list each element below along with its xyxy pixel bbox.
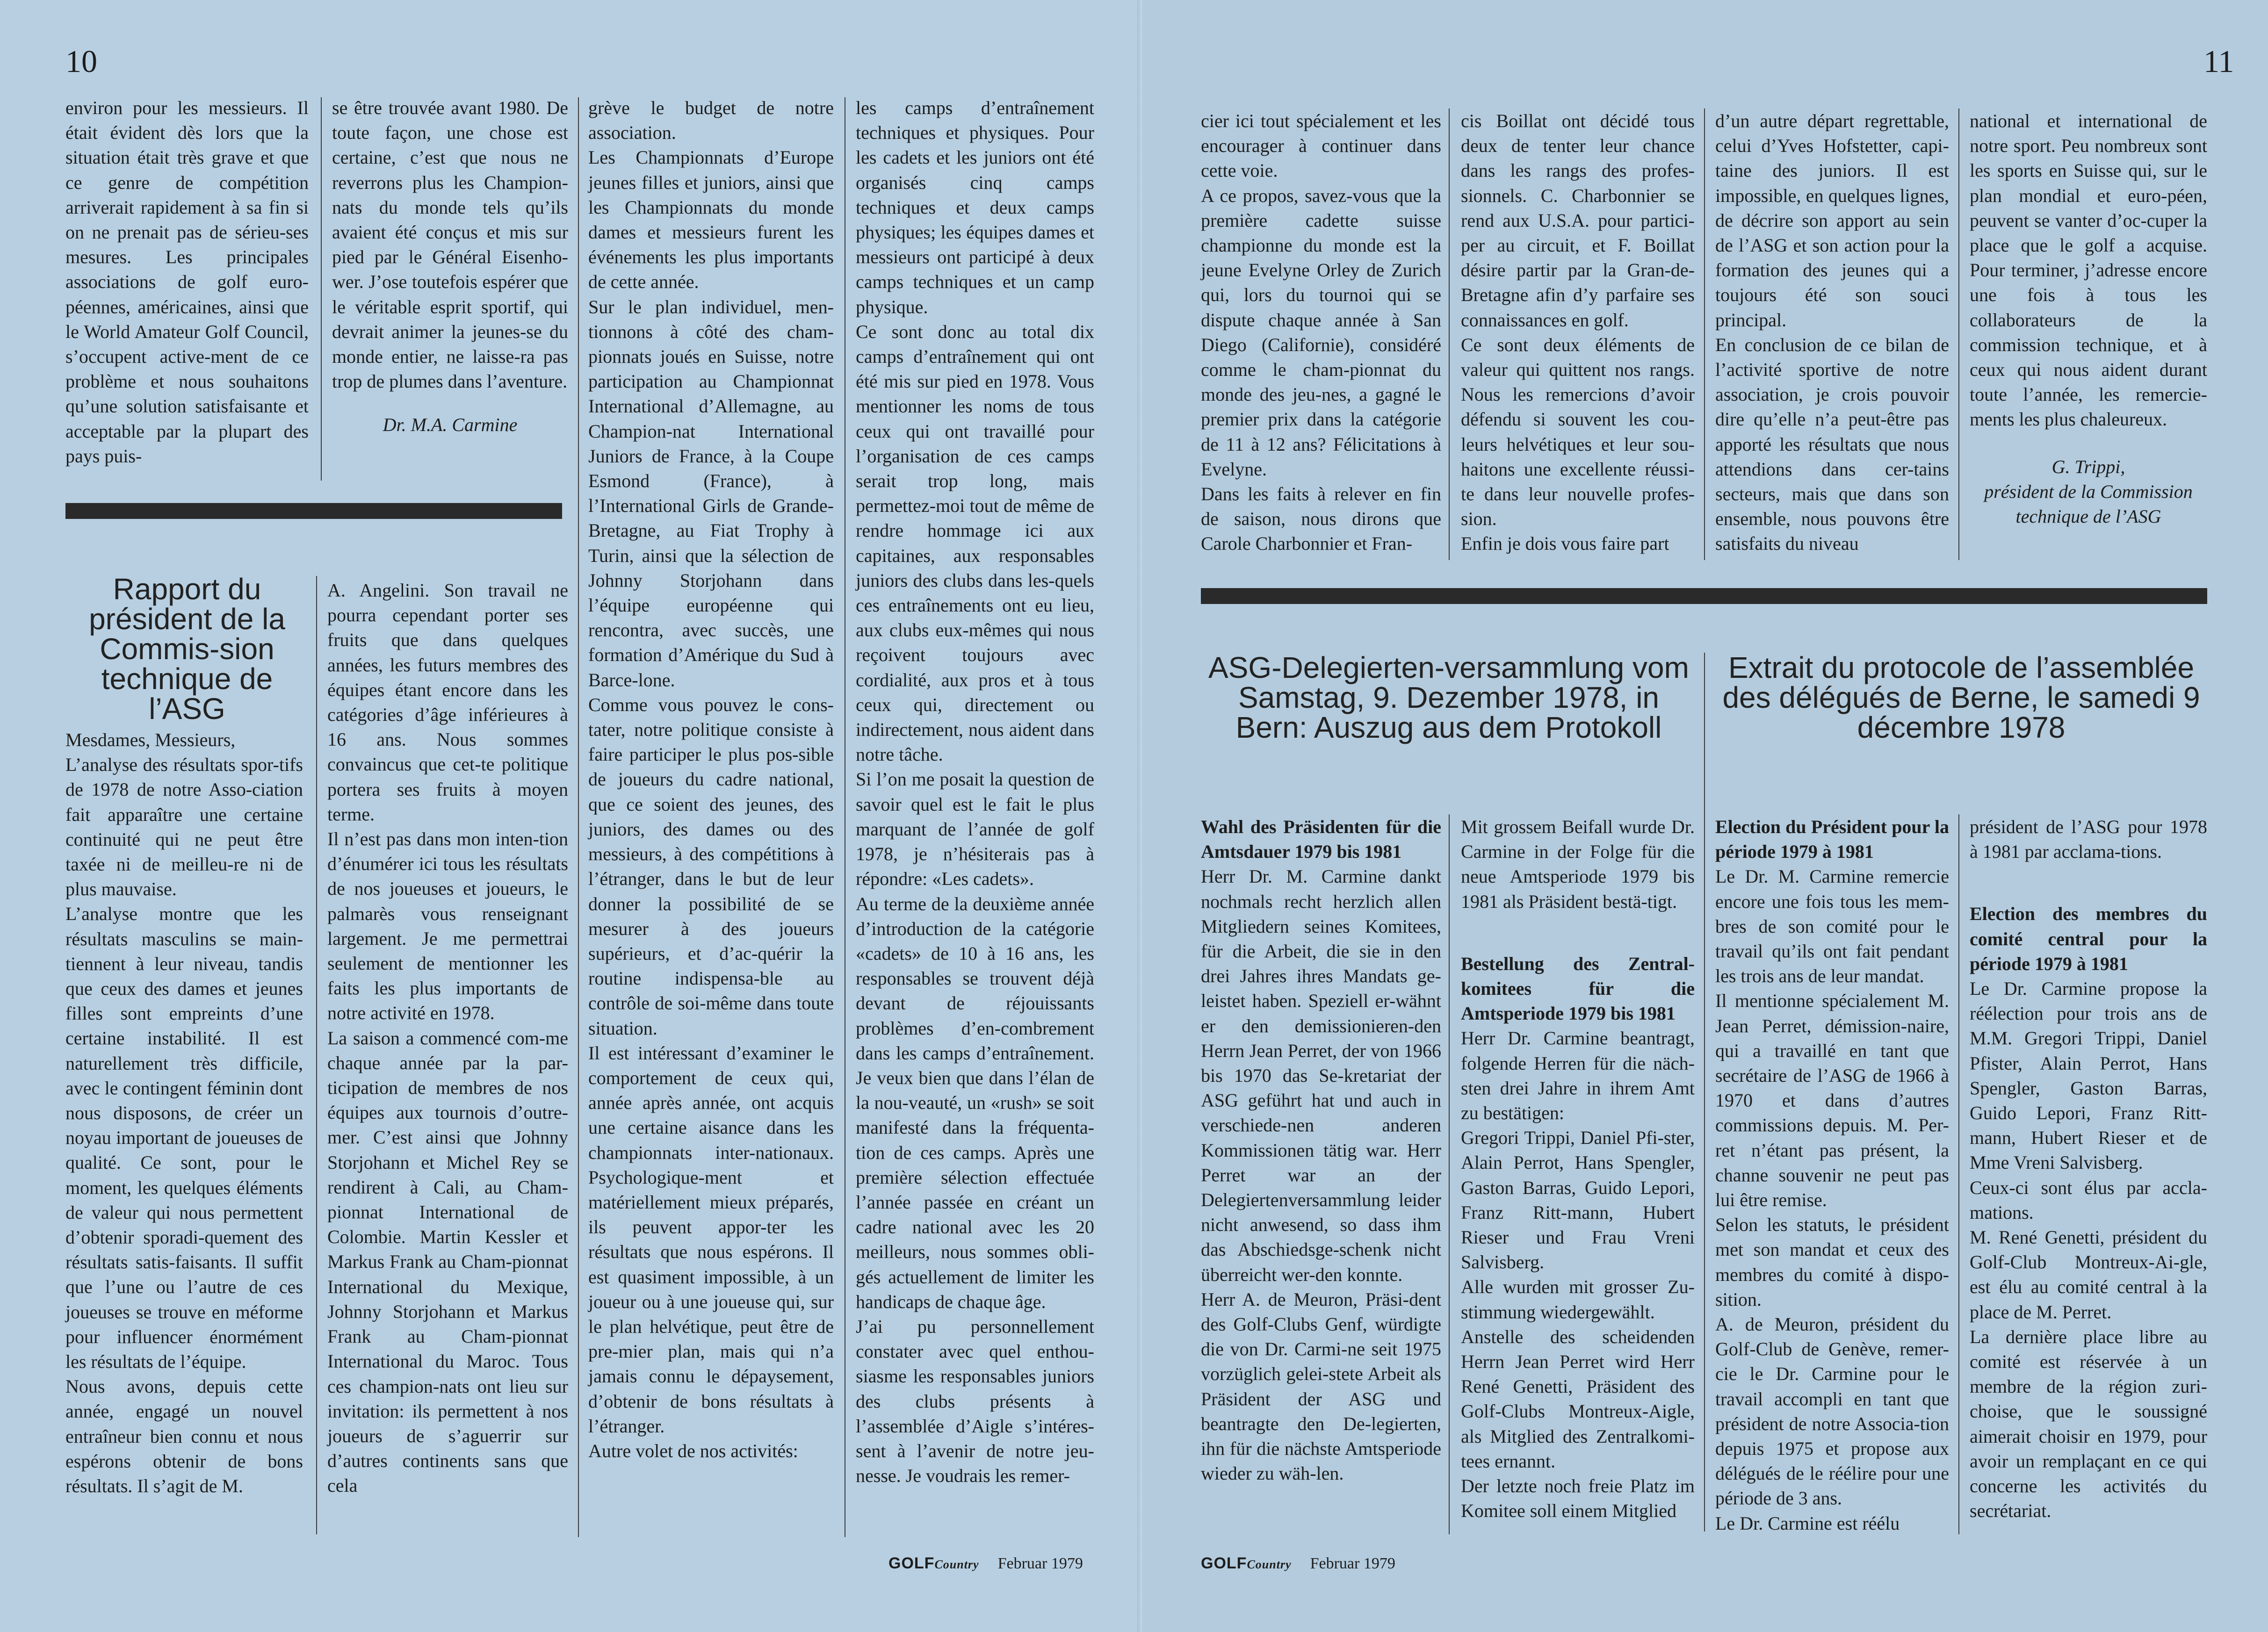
paragraph: La dernière place libre au comité est réservée à un membre de la région zuri-choise, que le soussigné aimerait choisir en 1979, pour avoir un remplaçant en ce qui concerne les activités du secrétariat. [1970,1326,2207,1522]
left-top-column-1 [65,95,309,468]
subheading: Wahl des Präsidenten für die Amtsdauer 1979 bis 1981 [1201,816,1441,863]
paragraph: Si l’on me posait la question de savoir quel est le fait le plus marquant de l’année de golf 1978, je n’hésiterais pas à répondre: «Les cadets». [856,769,1094,890]
paragraph: Le Dr. Carmine propose la réélection pour trois ans de M.M. Gregori Trippi, Daniel Pfister, Alain Perrot, Hans Spengler, Gaston Barras, Guido Lepori, Franz Ritt-mann, Hubert Rieser et de Mme Vreni Salvisberg. [1970,978,2207,1173]
paragraph: Herr Dr. Carmine beantragt, folgende Herren für die näch-sten drei Jahre in ihrem Amt zu bestätigen: [1461,1028,1695,1124]
paragraph: cis Boillat ont décidé tous deux de tenter leur chance dans les rangs des profes-sionnels. C. Charbonnier se rend aux U.S.A. pour partici-per au circuit, et F. Boillat désire partir par la Gran-de-Bretagne afin d’y parfaire ses connaissances en golf. [1461,110,1695,331]
article-column-2 [327,578,568,1498]
paragraph: L’analyse montre que les résultats masculins se main-tiennent à leur niveau, tandis que ceux des dames et jeunes filles sont empreints d’une certaine instabilité. Il est naturellement très difficile, avec le contingent féminin dont nous disposons, de créer un noyau important de joueuses de qualité. Ce sont, pour le moment, les quelques éléments de valeur qui nous permettent d’obtenir sporadi-quement des résultats satis-faisants. Il suffit que l’une ou l’autre de ces joueuses se trouve en méforme pour influencer énormément les résultats de l’équipe. [65,903,303,1373]
paragraph: Les Championnats d’Europe jeunes filles et juniors, ainsi que les Championnats du monde dames et messieurs furent les événements les plus importants de cette année. [588,147,834,293]
paragraph: A. Angelini. Son travail ne pourra cependant porter ses fruits que dans quelques années, les futurs membres des équipes étant encore dans les catégories d’âge inférieures à 16 ans. Nous sommes convaincus que cet-te politique portera ses fruits à moyen terme. [327,580,568,825]
paragraph: A. de Meuron, président du Golf-Club de Genève, remer-cie le Dr. Carmine pour le travail accompli en tant que président de notre Associa-tion depuis 1975 et propose aux délégués de le réélire pour une période de 3 ans. [1715,1314,1949,1509]
signature-name: G. Trippi, [2051,456,2125,477]
magazine-logo: GOLFCountry [888,1554,979,1572]
paragraph: Il mentionne spécialement M. Jean Perret, démission-naire, qui a travaillé en tant que secrétaire de l’ASG de 1966 à 1970 et dans d’autres commissions depuis. M. Per-ret n’étant pas présent, la channe souvenir ne peut pas lui être remise. [1715,990,1949,1211]
paragraph: Ce sont deux éléments de valeur qui quittent nos rangs. Nous les remercions d’avoir défendu si souvent les cou-leurs helvétiques et leur sou-haitons une excellente réussi-te dans leur nouvelle profes-sion. [1461,334,1695,530]
column-rule [321,97,322,481]
paragraph: Dans les faits à relever en fin de saison, nous dirons que Carole Charbonnier et Fran- [1201,483,1441,554]
footer-right [1201,1554,1395,1573]
right-top-column-1 [1201,108,1441,556]
paragraph: Anstelle des scheidenden Herrn Jean Perret wird Herr René Genetti, Präsident des Golf-Clubs Montreux-Aigle, als Mitglied des Zentralkomi-tees ernannt. [1461,1326,1695,1472]
signature-title: président de la Commission technique de l’ASG [1984,481,2193,527]
paragraph: Der letzte noch freie Platz im Komitee soll einem Mitglied [1461,1475,1695,1522]
column-rule [1958,108,1959,560]
section-divider-bar [1201,588,2207,604]
paragraph: Alle wurden mit grosser Zu-stimmung wiedergewählt. [1461,1276,1695,1323]
page-number-left: 10 [65,43,97,79]
paragraph: Sur le plan individuel, men-tionnons à côté des cham-pionnats joués en Suisse, notre participation au Championnat International d’Allemagne, au Champion-nat International Juniors de France, à la Coupe Esmond (France), à l’International Girls de Grande-Bretagne, au Fiat Trophy à Turin, ainsi que la sélection de Johnny Storjohann dans l’équipe européenne qui rencontra, avec succès, une formation d’Amérique du Sud à Barce-lone. [588,296,834,690]
paragraph: Ce sont donc au total dix camps d’entraînement qui ont été mis sur pied en 1978. Vous mentionner les noms de tous ceux qui ont travaillé pour l’organisation de ces camps serait trop long, mais permettez-moi tout de même de rendre hommage ici aux capitaines, aux responsables juniors des clubs dans les-quels ces entraînements ont eu lieu, aux clubs eux-mêmes qui nous reçoivent toujours avec cordialité, aux pros et à tous ceux qui, directement ou indirectement, nous aident dans notre tâche. [856,321,1094,765]
paragraph: se être trouvée avant 1980. De toute façon, une chose est certaine, c’est que nous ne reverrons plus les Champion-nats du monde tels qu’ils avaient été conçus et mis sur pied par le Général Eisenho-wer. J’ose toutefois espérer que le véritable esprit sportif, qui devrait animer la jeunes-se du monde entier, ne laisse-ra pas trop de plumes dans l’aventure. [332,97,568,392]
issue-date: Februar 1979 [997,1554,1083,1572]
paragraph: Mit grossem Beifall wurde Dr. Carmine in der Folge für die neue Amtsperiode 1979 bis 1981 als Präsident bestä-tigt. [1461,816,1695,912]
paragraph: Gregori Trippi, Daniel Pfi-ster, Alain Perrot, Hans Spengler, Gaston Barras, Guido Lepori, Franz Ritt-mann, Hubert Rieser und Frau Vreni Salvisberg. [1461,1127,1695,1273]
left-column-3 [588,95,834,1463]
paragraph: grève le budget de notre association. [588,97,834,144]
section-divider-bar [65,503,562,519]
paragraph: Mesdames, Messieurs, [65,729,236,750]
column-rule [1704,653,1705,1531]
paragraph: En conclusion de ce bilan de l’activité sportive de notre association, je crois pouvoir dire qu’elle n’a peut-être pas apporté les résultats que nous attendions dans cer-tains secteurs, mais que dans son ensemble, nous pouvons être satisfaits du niveau [1715,334,1949,554]
paragraph: Au terme de la deuxième année d’introduction de la catégorie «cadets» de 10 à 16 ans, les responsables se trouvent déjà devant de réjouissants problèmes d’en-combrement dans les camps d’entraînement. Je veux bien que dans l’élan de la nou-veauté, un «rush» se soit manifesté dans la fréquenta-tion de ces camps. Après une première sélection effectuée l’année passée en créant un cadre national avec les 20 meilleurs, nous sommes obli-gés actuellement de limiter les handicaps de chaque âge. [856,893,1094,1312]
column-rule [1958,814,1959,1534]
paragraph: Selon les statuts, le président met son mandat et ceux des membres du comité à dispo-sition. [1715,1214,1949,1310]
paragraph: Herr A. de Meuron, Präsi-dent des Golf-Clubs Genf, würdigte die von Dr. Carmi-ne seit 1975 vorzüglich gelei-stete Arbeit als Präsident der ASG und beantragte den De-legierten, ihn für die nächste Amtsperiode wieder zu wäh-len. [1201,1288,1441,1484]
paragraph: d’un autre départ regrettable, celui d’Yves Hofstetter, capi-taine des juniors. Il est impossible, en quelques lignes, de décrire son apport au sein de l’ASG et son action pour la formation des jeunes qui a toujours été son souci principal. [1715,110,1949,331]
magazine-logo: GOLFCountry [1201,1554,1292,1572]
paragraph: Ceux-ci sont élus par accla-mations. [1970,1177,2207,1223]
paragraph: environ pour les messieurs. Il était évident dès lors que la situation était très grave et que ce genre de compétition arriverait rapidement à sa fin si on ne prenait pas de sérieu-ses mesures. Les principales associations de golf euro-péennes, américaines, ainsi que le World Amateur Golf Council, s’occupent active-ment de ce problème et nous souhaitons qu’une solution satisfaisante et acceptable par la plupart des pays puis- [65,97,309,467]
article-title: Rapport du président de la Commis-sion technique de l’ASG [89,572,285,726]
paragraph: J’ai pu personnellement constater avec quel enthou-siasme les responsables juniors des clubs présents à l’assemblée d’Aigle s’intéres-sent à l’avenir de notre jeu-nesse. Je voudrais les remer- [856,1316,1094,1487]
column-rule [1449,108,1450,560]
article-column-1 [65,727,303,1498]
right-page [1142,0,2268,1632]
german-column-2 [1461,814,1695,1523]
left-top-column-2 [332,95,568,438]
paragraph: Comme vous pouvez le cons-tater, notre politique consiste à faire participer le plus pos-sible de joueurs du cadre national, que ce soient des jeunes, des juniors, des dames ou des messieurs, à des compétitions à l’étranger, dans le but de leur donner la possibilité de se mesurer à des joueurs supérieurs, et d’ac-quérir la routine indispensa-ble au contrôle de soi-même dans toute situation. [588,694,834,1039]
paragraph: La saison a commencé com-me chaque année par la par-ticipation de membres de nos équipes aux tournois d’outre-mer. C’est ainsi que Johnny Storjohann et Michel Rey se rendirent à Cali, au Cham-pionnat International de Colombie. Martin Kessler et Markus Frank au Cham-pionnat International du Mexique, Johnny Storjohann et Markus Frank au Cham-pionnat International du Maroc. Tous ces champion-nats ont lieu sur invitation: ils permettent à nos joueurs de s’aguerrir sur d’autres continents sans que cela [327,1027,568,1496]
paragraph: les camps d’entraînement techniques et physiques. Pour les cadets et les juniors ont été organisés cinq camps techniques et deux camps physiques; les équipes dames et messieurs ont participé à deux camps techniques et un camp physique. [856,97,1094,317]
paragraph: Enfin je dois vous faire part [1461,533,1669,554]
right-top-column-3 [1715,108,1949,556]
paragraph: président de l’ASG pour 1978 à 1981 par acclama-tions. [1970,816,2207,863]
paragraph: M. René Genetti, président du Golf-Club Montreux-Ai-gle, est élu au comité central à la place de M. Perret. [1970,1227,2207,1323]
column-rule [316,576,317,1534]
subheading: Bestellung des Zentral-komitees für die Amtsperiode 1979 bis 1981 [1461,953,1695,1024]
column-rule [1704,108,1705,560]
paragraph: Il n’est pas dans mon inten-tion d’énumérer ici tous les résultats de nos joueuses et joueurs, le palmarès vous renseignant largement. Je me permettrai seulement de mentionner les faits les plus importants de notre activité en 1978. [327,828,568,1024]
german-protocol-title: ASG-Delegierten-versammlung vom Samstag, 9. Dezember 1978, in Bern: Auszug aus dem Protokoll [1208,651,1689,744]
left-column-4 [856,95,1094,1488]
right-top-column-4 [1970,108,2207,529]
paragraph: Il est intéressant d’examiner le comportement de ceux qui, année après année, ont acquis une certaine aisance dans les championnats inter-nationaux. Psychologique-ment et matériellement mieux préparés, ils peuvent appor-ter les résultats que nous espérons. Il est quasiment impossible, à un joueur ou à une joueuse qui, sur le plan helvétique, peut être de pre-mier plan, mais qui n’a jamais connu le dépaysement, d’obtenir de bons résultats à l’étranger. [588,1042,834,1437]
footer-left [888,1554,1083,1573]
paragraph: Autre volet de nos activités: [588,1440,798,1461]
paragraph: Le Dr. Carmine est réélu [1715,1512,1900,1534]
signature: Dr. M.A. Carmine [383,414,518,436]
paragraph: Herr Dr. M. Carmine dankt nochmals recht herzlich allen Mitgliedern seines Komitees, für die Arbeit, die sie in den drei Jahres ihres Mandats ge-leistet haben. Speziell er-wähnt er den demissionieren-den Herrn Jean Perret, der von 1966 bis 1970 das Se-kretariat der ASG geführt hat und auch in verschiede-nen anderen Kommissionen tätig war. Herr Perret war an der Delegiertenversammlung leider nicht anwesend, so dass ihm das Abschiedsge-schenk nicht überreicht wer-den konnte. [1201,866,1441,1285]
paragraph: Nous avons, depuis cette année, engagé un nouvel entraîneur bien connu et nous espérons obtenir de bons résultats. Il s’agit de M. [65,1376,303,1497]
subheading: Election du Président pour la période 1979 à 1981 [1715,816,1949,863]
paragraph: cier ici tout spécialement et les encourager à continuer dans cette voie. [1201,110,1441,181]
french-column-1 [1715,814,1949,1536]
paragraph: Le Dr. M. Carmine remercie encore une fois tous les mem-bres de son comité pour le travail qu’ils ont fait pendant les trois ans de leur mandat. [1715,866,1949,987]
paragraph: national et international de notre sport. Peu nombreux sont les sports en Suisse qui, sur le plan mondial et euro-péen, peuvent se vanter d’oc-cuper la place que le golf a acquise. Pour terminer, j’adresse encore une fois à tous les collaborateurs de la commission technique, et à ceux qui nous aident durant toute l’année, les remercie-ments les plus chaleureux. [1970,110,2207,430]
right-top-column-2 [1461,108,1695,556]
column-rule [578,97,579,1537]
subheading: Election des membres du comité central pour la période 1979 à 1981 [1970,903,2207,974]
page-number-right: 11 [2203,43,2234,79]
paragraph: L’analyse des résultats spor-tifs de 1978 de notre Asso-ciation fait apparaître une certaine continuité qui ne peut être taxée ni de meilleu-re ni de plus mauvaise. [65,754,303,900]
column-rule [1449,814,1450,1534]
paragraph: A ce propos, savez-vous que la première cadette suisse championne du monde est la jeune Evelyne Orley de Zurich qui, lors du tournoi qui se dispute chaque année à San Diego (Californie), considéré comme le cham-pionnat du monde des jeu-nes, a gagné le premier prix dans la catégorie de 11 à 12 ans? Félicitations à Evelyne. [1201,185,1441,480]
french-column-2 [1970,814,2207,1523]
german-column-1 [1201,814,1441,1486]
french-protocol-title: Extrait du protocole de l’assemblée des délégués de Berne, le samedi 9 décembre 1978 [1722,651,2200,744]
issue-date: Februar 1979 [1310,1554,1395,1572]
